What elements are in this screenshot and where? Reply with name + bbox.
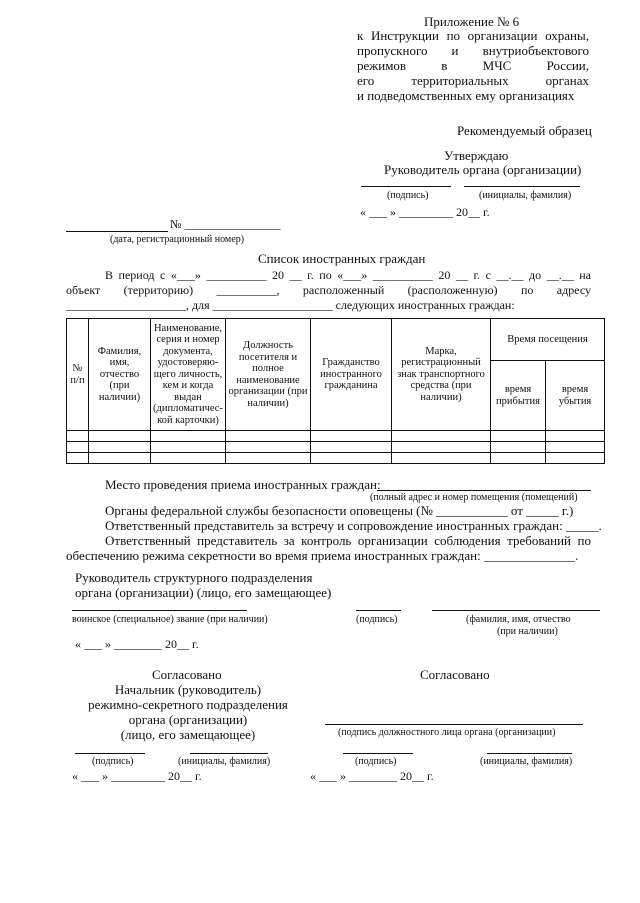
table-cell[interactable] xyxy=(226,453,311,464)
agreed-right-name-line[interactable] xyxy=(487,753,572,754)
head-date[interactable]: « ___ » ________ 20__ г. xyxy=(75,637,199,651)
agreed-right-signature-caption: (подпись) xyxy=(355,756,397,767)
agreed-left-line: органа (организации) xyxy=(128,712,248,727)
responsible-control-line-2: обеспечению режима секретности во время приема иностранных граждан: ______________. xyxy=(66,548,579,563)
appendix-line: его территориальных органах xyxy=(357,73,589,88)
registration-date-line[interactable] xyxy=(66,231,168,232)
head-signature-line[interactable] xyxy=(356,610,401,611)
table-cell[interactable] xyxy=(67,442,89,453)
table-cell[interactable] xyxy=(151,431,226,442)
period-line-3: ____________________, для ____________________ следующих иностранных граждан: xyxy=(66,298,515,312)
agreed-right-official-caption: (подпись должностного лица органа (организации) xyxy=(338,727,556,738)
period-line-2: объект (территорию) __________, расположенный (расположенную) по адресу xyxy=(66,283,591,297)
responsible-meeting: Ответственный представитель за встречу и сопровождение иностранных граждан: _____. xyxy=(105,518,602,533)
table-cell[interactable] xyxy=(89,431,151,442)
header-vehicle: Марка, регистрационный знак транспортного средства (при наличии) xyxy=(392,319,491,431)
table-cell[interactable] xyxy=(67,431,89,442)
header-position: Должность посетителя и полное наименование организации (при наличии) xyxy=(226,319,311,431)
sample-label: Рекомендуемый образец xyxy=(457,123,592,138)
visitors-table xyxy=(66,318,605,464)
table-cell[interactable] xyxy=(491,453,546,464)
header-name: Фамилия, имя, отчество (при наличии) xyxy=(89,319,151,431)
table-row xyxy=(67,453,605,464)
head-line-2: органа (организации) (лицо, его замещающее) xyxy=(75,585,332,600)
table-cell[interactable] xyxy=(546,442,605,453)
header-arrival: время прибытия xyxy=(491,361,546,431)
approve-date[interactable]: « ___ » _________ 20__ г. xyxy=(360,205,490,219)
agreed-right-signature-line[interactable] xyxy=(343,753,413,754)
header-num: № п/п xyxy=(67,319,89,431)
place-label: Место проведения приема иностранных граждан: xyxy=(105,477,381,492)
agreed-left-line: режимно-секретного подразделения xyxy=(88,697,288,712)
table-header-row xyxy=(67,319,605,361)
table-cell[interactable] xyxy=(392,431,491,442)
appendix-line: к Инструкции по организации охраны, xyxy=(357,28,589,43)
agreed-left-line: (лицо, его замещающее) xyxy=(120,727,256,742)
agreed-left-heading: Согласовано xyxy=(152,667,222,682)
head-line-1: Руководитель структурного подразделения xyxy=(75,570,313,585)
agreed-right-date[interactable]: « ___ » ________ 20__ г. xyxy=(310,769,434,783)
header-document: Наименование, серия и номер документа, удостоверяю-щего личность, кем и когда выдан (дипломатичес-кой карточки) xyxy=(151,319,226,431)
registration-number[interactable]: № ________________ xyxy=(170,217,281,231)
agreed-left-name-caption: (инициалы, фамилия) xyxy=(178,756,271,767)
agreed-left-line: Начальник (руководитель) xyxy=(114,682,262,697)
appendix-line: и подведомственных ему организациях xyxy=(357,88,575,103)
head-rank-caption: воинское (специальное) звание (при наличии) xyxy=(72,614,268,625)
table-cell[interactable] xyxy=(89,442,151,453)
table-cell[interactable] xyxy=(151,442,226,453)
appendix-line: пропускного и внутриобъектового xyxy=(357,43,589,58)
table-row xyxy=(67,442,605,453)
table-cell[interactable] xyxy=(311,442,392,453)
table-cell[interactable] xyxy=(491,431,546,442)
period-line-1: В период с «___» __________ 20 __ г. по «___» __________ 20 __ г. с __.__ до __.__ на xyxy=(105,268,591,282)
table-cell[interactable] xyxy=(89,453,151,464)
agreed-left-date[interactable]: « ___ » _________ 20__ г. xyxy=(72,769,202,783)
list-title: Список иностранных граждан xyxy=(258,251,426,266)
table-row xyxy=(67,431,605,442)
agreed-left-signature-caption: (подпись) xyxy=(92,756,134,767)
table-cell[interactable] xyxy=(311,453,392,464)
place-line[interactable] xyxy=(377,490,591,491)
table-cell[interactable] xyxy=(67,453,89,464)
header-departure: время убытия xyxy=(546,361,605,431)
approve-role: Руководитель органа (организации) xyxy=(384,162,582,177)
head-rank-line[interactable] xyxy=(72,610,247,611)
table-cell[interactable] xyxy=(392,442,491,453)
header-citizenship: Гражданство иностранного гражданина xyxy=(311,319,392,431)
table-cell[interactable] xyxy=(226,431,311,442)
appendix-title: Приложение № 6 xyxy=(424,14,520,29)
table-cell[interactable] xyxy=(491,442,546,453)
table-cell[interactable] xyxy=(546,453,605,464)
approve-heading: Утверждаю xyxy=(444,148,509,163)
head-fio-caption: (фамилия, имя, отчество xyxy=(466,614,571,625)
appendix-reference xyxy=(357,28,589,103)
header-visit-time: Время посещения xyxy=(491,319,605,361)
agreed-right-official-line[interactable] xyxy=(325,724,583,725)
place-caption: (полный адрес и номер помещения (помещений) xyxy=(370,492,578,503)
table-cell[interactable] xyxy=(226,442,311,453)
agreed-left-name-line[interactable] xyxy=(190,753,268,754)
approve-name-caption: (инициалы, фамилия) xyxy=(479,190,572,201)
table-cell[interactable] xyxy=(546,431,605,442)
registration-caption: (дата, регистрационный номер) xyxy=(110,234,245,245)
head-fio-line[interactable] xyxy=(432,610,600,611)
agreed-left-signature-line[interactable] xyxy=(75,753,145,754)
table-cell[interactable] xyxy=(392,453,491,464)
approve-signature-line[interactable] xyxy=(361,186,451,187)
fsb-notice: Органы федеральной службы безопасности оповещены (№ ___________ от _____ г.) xyxy=(105,503,574,518)
responsible-control-line-1: Ответственный представитель за контроль организации соблюдения требований по xyxy=(105,533,591,548)
agreed-right-heading: Согласовано xyxy=(420,667,490,682)
table-cell[interactable] xyxy=(151,453,226,464)
approve-name-line[interactable] xyxy=(464,186,580,187)
agreed-right-name-caption: (инициалы, фамилия) xyxy=(480,756,573,767)
head-fio-caption-2: (при наличии) xyxy=(497,626,558,637)
head-signature-caption: (подпись) xyxy=(356,614,398,625)
approve-signature-caption: (подпись) xyxy=(387,190,429,201)
table-cell[interactable] xyxy=(311,431,392,442)
appendix-line: режимов в МЧС России, xyxy=(357,58,589,73)
